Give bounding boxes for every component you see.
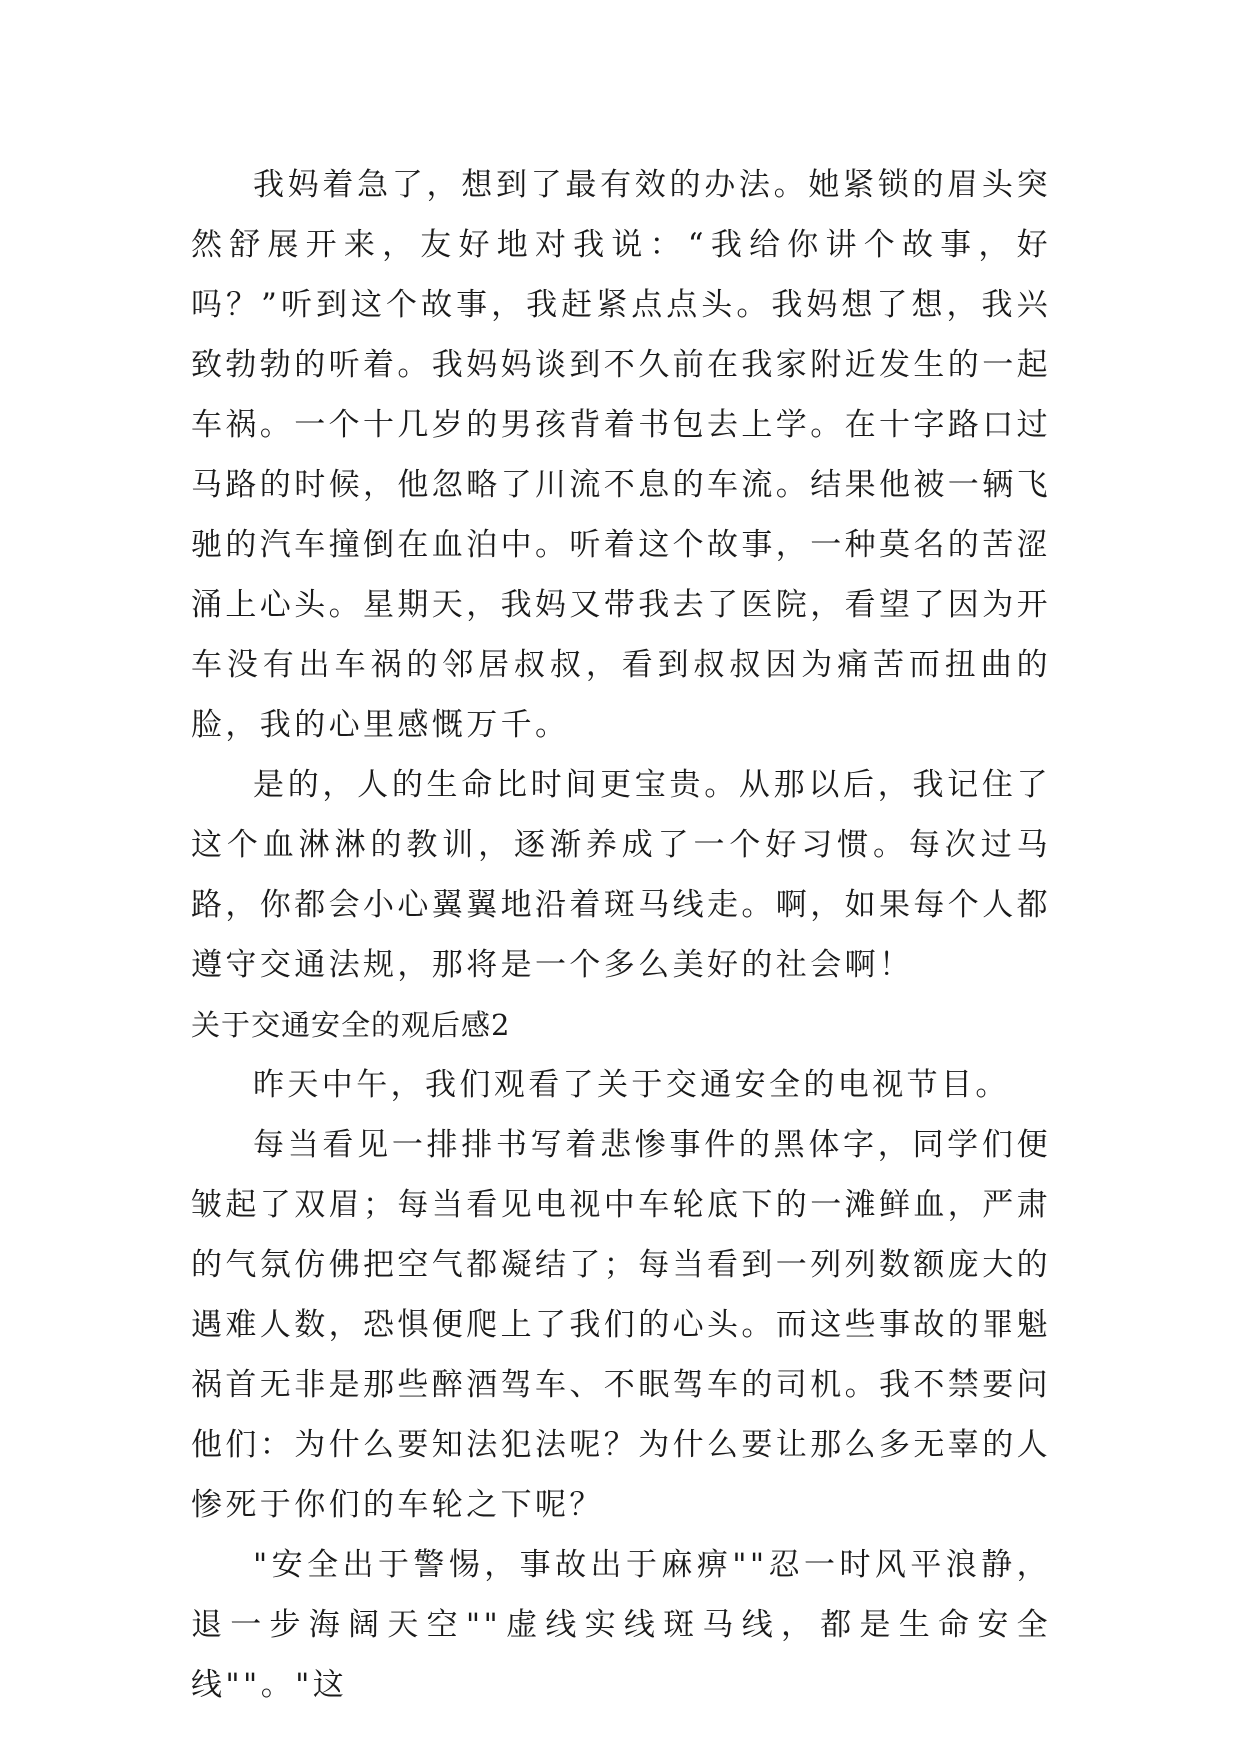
document-body bbox=[191, 155, 1051, 1715]
paragraph: 是的，人的生命比时间更宝贵。从那以后，我记住了这个血淋淋的教训，逐渐养成了一个好习惯。每次过马路，你都会小心翼翼地沿着斑马线走。啊，如果每个人都遵守交通法规，那将是一个多么美好的社会啊！ bbox=[191, 767, 1051, 983]
paragraph: 我妈着急了，想到了最有效的办法。她紧锁的眉头突然舒展开来，友好地对我说：“我给你讲个故事，好吗？”听到这个故事，我赶紧点点头。我妈想了想，我兴致勃勃的听着。我妈妈谈到不久前在我家附近发生的一起车祸。一个十几岁的男孩背着书包去上学。在十字路口过马路的时候，他忽略了川流不息的车流。结果他被一辆飞驰的汽车撞倒在血泊中。听着这个故事，一种莫名的苦涩涌上心头。星期天，我妈又带我去了医院，看望了因为开车没有出车祸的邻居叔叔，看到叔叔因为痛苦而扭曲的脸，我的心里感慨万千。 bbox=[191, 167, 1051, 743]
paragraph: 每当看见一排排书写着悲惨事件的黑体字，同学们便皱起了双眉；每当看见电视中车轮底下的一滩鲜血，严肃的气氛仿佛把空气都凝结了；每当看到一列列数额庞大的遇难人数，恐惧便爬上了我们的心头。而这些事故的罪魁祸首无非是那些醉酒驾车、不眠驾车的司机。我不禁要问他们：为什么要知法犯法呢？为什么要让那么多无辜的人惨死于你们的车轮之下呢？ bbox=[191, 1127, 1051, 1523]
paragraph: "安全出于警惕，事故出于麻痹""忍一时风平浪静，退一步海阔天空""虚线实线斑马线，都是生命安全线""。"这 bbox=[191, 1547, 1051, 1703]
paragraph: 昨天中午，我们观看了关于交通安全的电视节目。 bbox=[253, 1067, 1010, 1103]
section-heading: 关于交通安全的观后感2 bbox=[191, 1008, 511, 1042]
